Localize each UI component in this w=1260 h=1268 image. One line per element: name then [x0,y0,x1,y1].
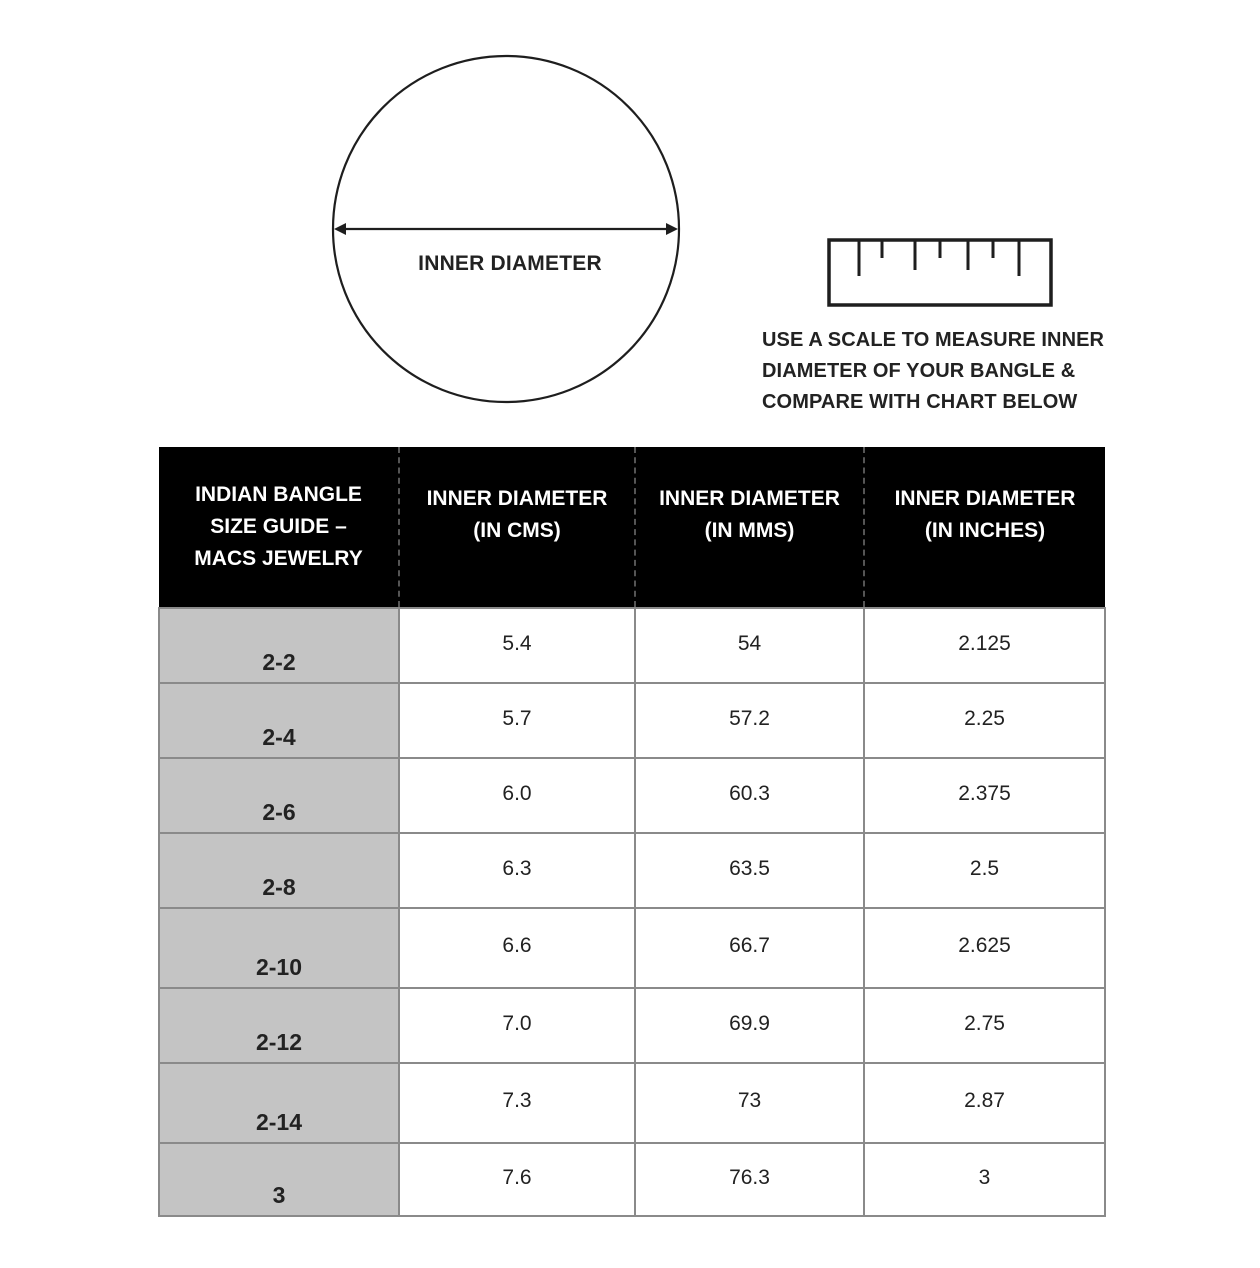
size-cell: 3 [159,1143,399,1216]
header-inner-diameter-mms: INNER DIAMETER (IN MMS) [635,447,864,608]
table-row [159,608,1105,683]
inches-cell: 2.87 [864,1063,1105,1143]
measurement-diagram [0,0,1260,440]
inches-cell: 2.125 [864,608,1105,683]
instruction-line: DIAMETER OF YOUR BANGLE & [762,360,1076,382]
table-row [159,1143,1105,1216]
cms-cell: 6.6 [399,908,635,988]
measure-instruction [762,325,1142,418]
size-cell: 2-8 [159,833,399,908]
mms-cell: 63.5 [635,833,864,908]
table-row [159,1063,1105,1143]
inches-cell: 2.75 [864,988,1105,1063]
table-row [159,758,1105,833]
header-size-guide: INDIAN BANGLE SIZE GUIDE – MACS JEWELRY [159,447,399,608]
inches-cell: 2.625 [864,908,1105,988]
mms-cell: 57.2 [635,683,864,758]
table-row [159,683,1105,758]
mms-cell: 66.7 [635,908,864,988]
size-cell: 2-14 [159,1063,399,1143]
size-cell: 2-4 [159,683,399,758]
cms-cell: 7.6 [399,1143,635,1216]
inches-cell: 2.25 [864,683,1105,758]
inches-cell: 2.375 [864,758,1105,833]
cms-cell: 5.4 [399,608,635,683]
ruler-icon [829,240,1051,305]
instruction-line: USE A SCALE TO MEASURE INNER [762,329,1105,351]
size-cell: 2-2 [159,608,399,683]
header-inner-diameter-cms: INNER DIAMETER (IN CMS) [399,447,635,608]
mms-cell: 60.3 [635,758,864,833]
inches-cell: 3 [864,1143,1105,1216]
bangle-size-table [158,447,1106,1217]
cms-cell: 6.3 [399,833,635,908]
inches-cell: 2.5 [864,833,1105,908]
cms-cell: 6.0 [399,758,635,833]
table-row [159,908,1105,988]
table-row [159,988,1105,1063]
mms-cell: 76.3 [635,1143,864,1216]
mms-cell: 54 [635,608,864,683]
mms-cell: 69.9 [635,988,864,1063]
header-inner-diameter-inches: INNER DIAMETER (IN INCHES) [864,447,1105,608]
circle-diameter-icon [333,56,679,402]
instruction-line: COMPARE WITH CHART BELOW [762,391,1078,413]
size-cell: 2-12 [159,988,399,1063]
mms-cell: 73 [635,1063,864,1143]
circle-label: INNER DIAMETER [418,252,602,275]
cms-cell: 5.7 [399,683,635,758]
size-cell: 2-10 [159,908,399,988]
cms-cell: 7.0 [399,988,635,1063]
cms-cell: 7.3 [399,1063,635,1143]
size-cell: 2-6 [159,758,399,833]
table-row [159,833,1105,908]
table-header-row [159,447,1105,608]
